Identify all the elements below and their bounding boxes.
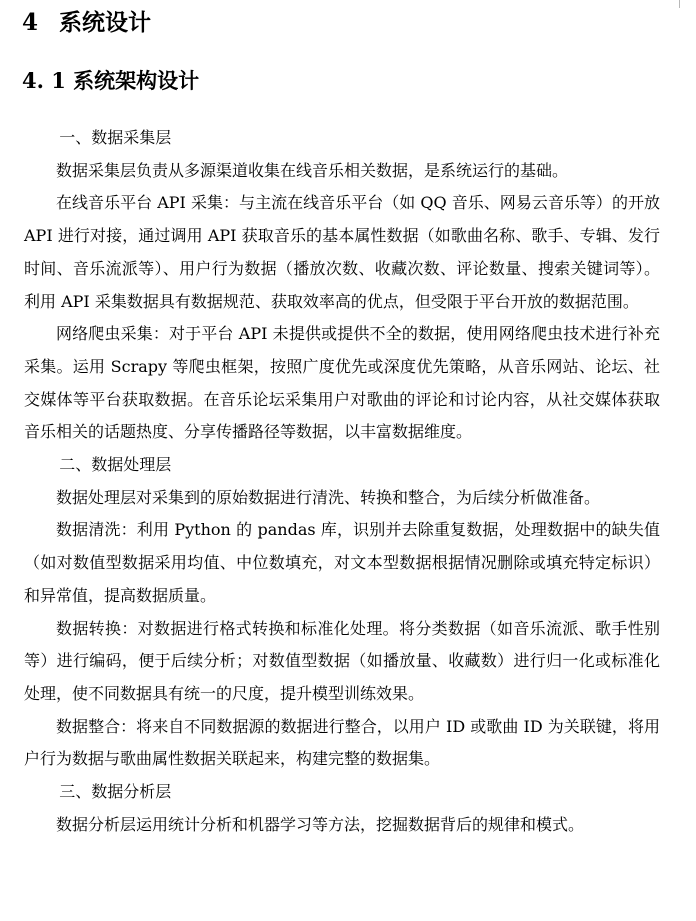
paragraph: 数据整合：将来自不同数据源的数据进行整合，以用户 ID 或歌曲 ID 为关联键，将用户行为数据与歌曲属性数据关联起来，构建完整的数据集。 <box>24 716 660 769</box>
paragraph: 数据清洗：利用 Python 的 pandas 库，识别并去除重复数据，处理数据中的缺失值（如对数值型数据采用均值、中位数填充，对文本型数据根据情况删除或填充特定标识）和异常值，提高数据质量。 <box>24 520 660 605</box>
paragraph: 在线音乐平台 API 采集：与主流在线音乐平台（如 QQ 音乐、网易云音乐等）的开放 API 进行对接，通过调用 API 获取音乐的基本属性数据（如歌曲名称、歌手、专辑、发行时间、音乐流派等）、用户行为数据（播放次数、收藏次数、评论数量、搜索关键词等）。利用 API 采集数据具有数据规范、获取效率高的优点，但受限于平台开放的数据范围。 <box>24 193 660 311</box>
paragraph: 数据分析层运用统计分析和机器学习等方法，挖掘数据背后的规律和模式。 <box>56 814 585 834</box>
section-heading: 4. 1 系统架构设计 <box>22 68 200 93</box>
paragraph: 数据采集层负责从多源渠道收集在线音乐相关数据，是系统运行的基础。 <box>56 160 569 180</box>
subsection-heading-collection: 一、数据采集层 <box>59 128 172 147</box>
chapter-number: 4 <box>22 9 39 36</box>
subsection-heading-analysis: 三、数据分析层 <box>59 782 172 802</box>
document-body <box>24 122 660 841</box>
paragraph: 数据处理层对采集到的原始数据进行清洗、转换和整合，为后续分析做准备。 <box>56 487 601 507</box>
chapter-heading <box>22 6 151 40</box>
page-corner-mark <box>679 0 686 8</box>
paragraph: 数据转换：对数据进行格式转换和标准化处理。将分类数据（如音乐流派、歌手性别等）进行编码，便于后续分析；对数值型数据（如播放量、收藏数）进行归一化或标准化处理，使不同数据具有统一的尺度，提升模型训练效果。 <box>24 618 660 703</box>
chapter-title: 系统设计 <box>59 9 151 36</box>
subsection-heading-processing: 二、数据处理层 <box>59 455 172 475</box>
paragraph: 网络爬虫采集：对于平台 API 未提供或提供不全的数据，使用网络爬虫技术进行补充采集。运用 Scrapy 等爬虫框架，按照广度优先或深度优先策略，从音乐网站、论坛、社交媒体等平台获取数据。在音乐论坛采集用户对歌曲的评论和讨论内容，从社交媒体获取音乐相关的话题热度、分享传播路径等数据，以丰富数据维度。 <box>24 324 660 442</box>
